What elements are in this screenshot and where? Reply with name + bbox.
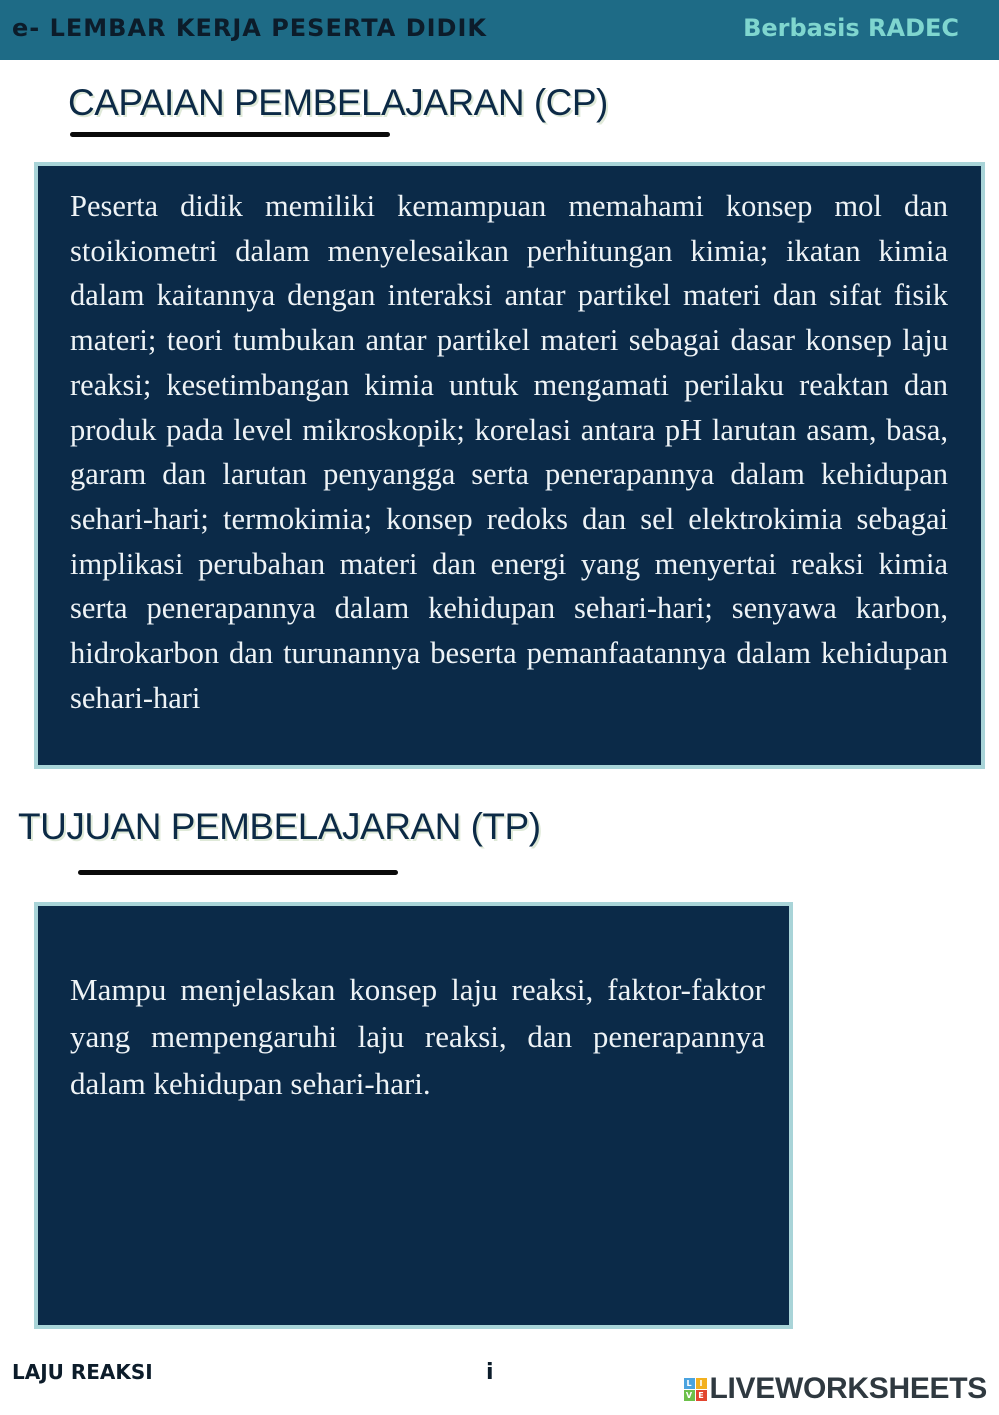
liveworksheets-brand[interactable] [684, 1372, 988, 1406]
header-bar [0, 0, 999, 60]
page-number: i [486, 1360, 494, 1385]
capaian-box [34, 162, 985, 769]
logo-tile-l: L [684, 1378, 695, 1389]
capaian-title: CAPAIAN PEMBELAJARAN (CP) [68, 82, 608, 123]
worksheet-subtitle: Berbasis RADEC [743, 14, 959, 42]
liveworksheets-logo-icon [684, 1378, 707, 1401]
logo-tile-e: E [696, 1390, 707, 1401]
tujuan-title-underline [78, 870, 398, 875]
capaian-title-underline [70, 132, 390, 137]
worksheet-title: e- LEMBAR KERJA PESERTA DIDIK [12, 14, 488, 42]
tujuan-text: Mampu menjelaskan konsep laju reaksi, faktor-faktor yang mempengaruhi laju reaksi, dan penerapannya dalam kehidupan sehari-hari. [70, 972, 765, 1101]
tujuan-box [34, 902, 793, 1329]
brand-name: LIVEWORKSHEETS [709, 1372, 987, 1405]
footer-topic: LAJU REAKSI [12, 1360, 153, 1384]
logo-tile-i: I [696, 1378, 707, 1389]
capaian-text: Peserta didik memiliki kemampuan memahami konsep mol dan stoikiometri dalam menyelesaikan perhitungan kimia; ikatan kimia dalam kaitannya dengan interaksi antar partikel materi dan sifat fisik materi; teori tumbukan antar partikel materi sebagai dasar konsep laju reaksi; kesetimbangan kimia untuk mengamati perilaku reaktan dan produk pada level mikroskopik; korelasi antara pH larutan asam, basa, garam dan larutan penyangga serta penerapannya dalam kehidupan sehari-hari; termokimia; konsep redoks dan sel elektrokimia sebagai implikasi perubahan materi dan energi yang menyertai reaksi kimia serta penerapannya dalam kehidupan sehari-hari; senyawa karbon, hidrokarbon dan turunannya beserta pemanfaatannya dalam kehidupan sehari-hari [70, 189, 948, 715]
tujuan-title: TUJUAN PEMBELAJARAN (TP) [18, 806, 541, 847]
logo-tile-v: V [684, 1390, 695, 1401]
